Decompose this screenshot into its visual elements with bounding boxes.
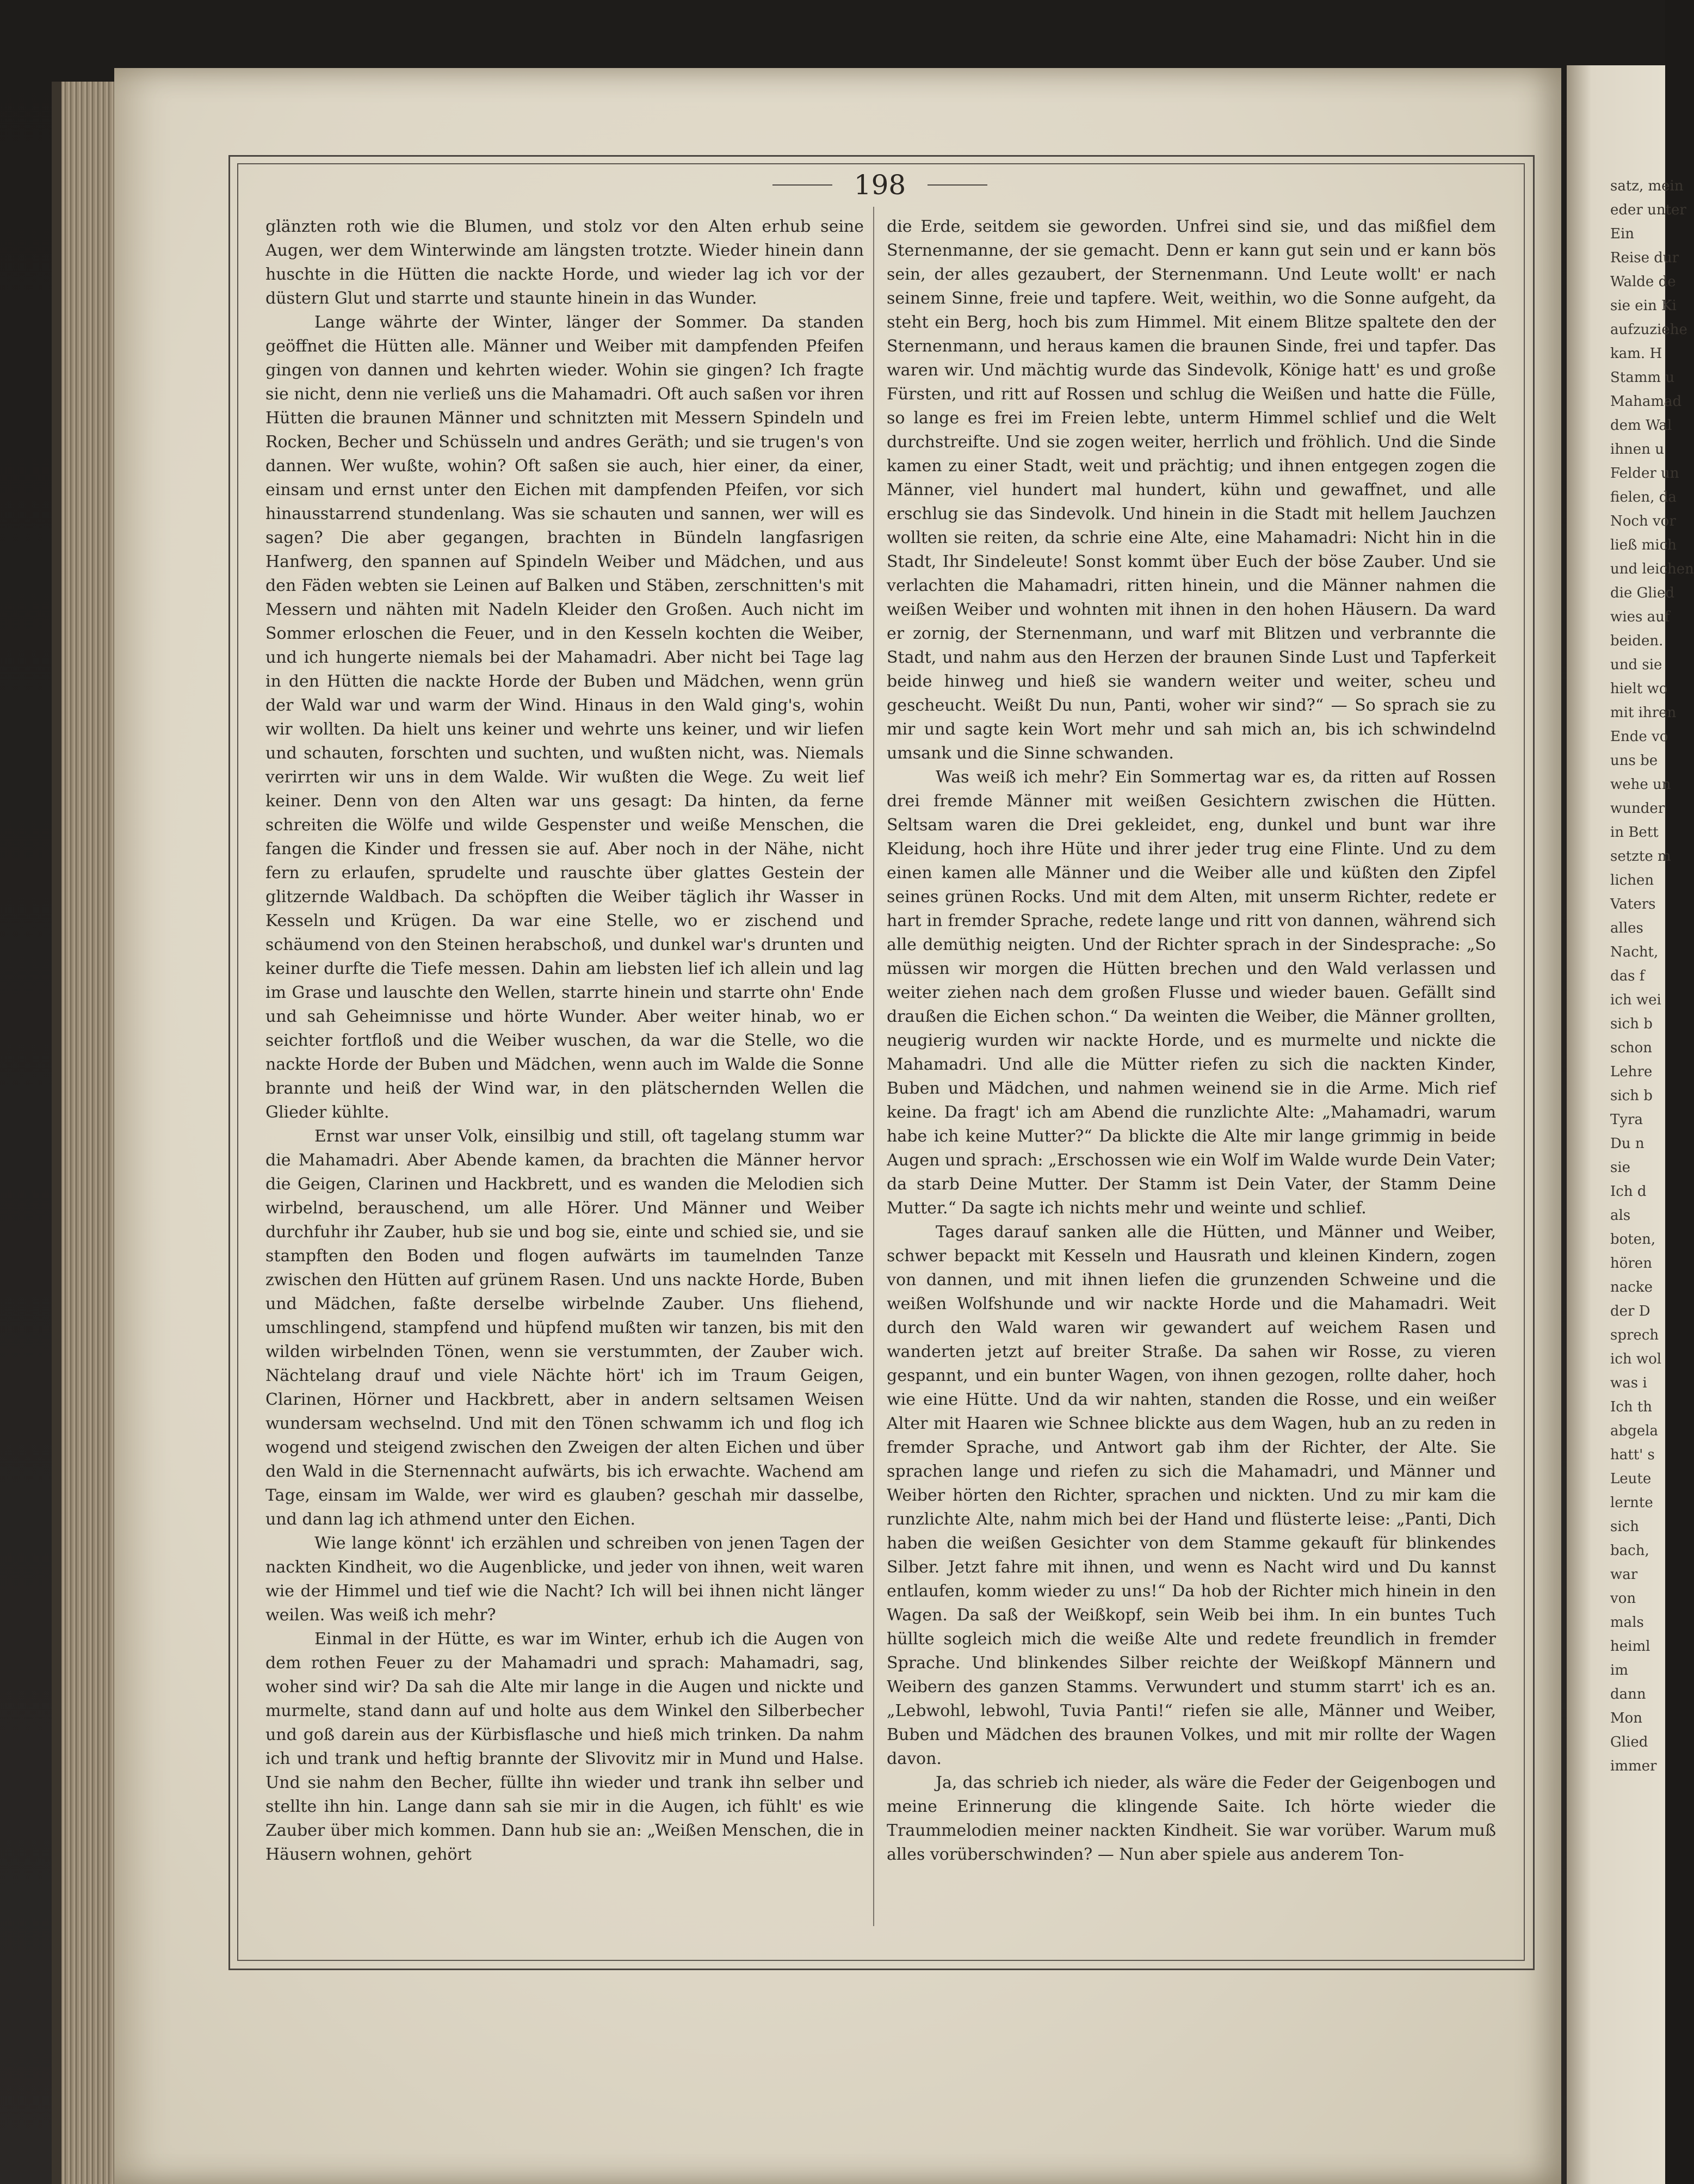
right-page-line: sprech (1610, 1327, 1659, 1343)
page-header (237, 166, 1523, 204)
right-page-line: von (1610, 1590, 1636, 1607)
right-page-line: dann (1610, 1686, 1646, 1702)
right-page-line: sich b (1610, 1088, 1653, 1104)
right-page-line: nacke (1610, 1279, 1653, 1295)
column-divider (873, 207, 874, 1926)
right-page-line: sie (1610, 1159, 1631, 1176)
right-page-line: hatt' s (1610, 1447, 1655, 1463)
right-page-line: kam. H (1610, 346, 1662, 362)
right-page-line: und sie (1610, 657, 1662, 673)
right-page-line: Reise dur (1610, 250, 1679, 266)
right-page-line: satz, mein (1610, 178, 1684, 194)
right-page-line: Ein (1610, 226, 1635, 242)
paragraph: Was weiß ich mehr? Ein Sommertag war es, da ritten auf Rossen drei fremde Männer mit weißen Gesichtern zwischen die Hütten. Seltsam waren die Drei gekleidet, eng, dunkel und bunt war ihre Kleidung, hoch ihre Hüte und ihrer jeder trug eine Flinte. Und zu dem einen kamen alle Männer und die Weiber alle und küßten den Zipfel seines grünen Rocks. Und mit dem Alten, mit unserm Richter, redete er hart in fremder Sprache, redete lange und ritt von dannen, während sich alle demüthig neigten. Und der Richter sprach in der Sindesprache: „So müssen wir morgen die Hütten brechen und den Wald verlassen und weiter ziehen nach dem großen Flusse und wieder bauen. Gefällt sind draußen die Eichen schon.“ Da weinten die Weiber, die Männer grollten, neugierig wurden wir nackte Horde, und es murmelte und nickte die Mahamadri. Und alle die Mütter riefen zu sich die nackten Kinder, Buben und Mädchen, und nahmen weinend sie in die Arme. Mich rief keine. Da fragt' ich am Abend die runzlichte Alte: „Mahamadri, warum habe ich keine Mutter?“ Da blickte die Alte mir lange grimmig in beide Augen und sprach: „Erschossen wie ein Wolf im Walde wurde Dein Vater; da starb Deine Mutter. Der Stamm ist Dein Vater, der Stamm Deine Mutter.“ Da sagte ich nichts mehr und weinte und schlief. (887, 768, 1496, 1218)
right-page-line: immer (1610, 1758, 1657, 1774)
text-column-left (265, 215, 864, 1945)
right-page-line: sich (1610, 1519, 1639, 1535)
right-page-line: alles (1610, 920, 1643, 936)
right-page-line: mals (1610, 1614, 1644, 1631)
right-page-line: war (1610, 1566, 1638, 1583)
right-page-line: was i (1610, 1375, 1647, 1391)
right-page-line: die Glied (1610, 585, 1675, 601)
right-page-line: Tyra (1610, 1112, 1643, 1128)
right-page-line: in Bett (1610, 824, 1659, 841)
right-page-line: Ende vo (1610, 729, 1668, 745)
right-page-line: wehe un (1610, 776, 1671, 793)
right-page-line: sich b (1610, 1016, 1653, 1032)
right-page-line: boten, (1610, 1231, 1656, 1248)
right-page-line: eder unter (1610, 202, 1686, 218)
right-page-line: lernte (1610, 1495, 1653, 1511)
right-page-line: ich wei (1610, 992, 1661, 1008)
right-page-line: sie ein Ki (1610, 298, 1677, 314)
paragraph: die Erde, seitdem sie geworden. Unfrei sind sie, und das mißfiel dem Sternenmanne, der sie gemacht. Denn er kann gut sein und er kann bös sein, der alles gezaubert, der Sternenmann. Und Leute wollt' er nach seinem Sinne, freie und tapfere. Weit, weithin, wo die Sonne aufgeht, da steht ein Berg, hoch bis zum Himmel. Mit einem Blitze spaltete den der Sternenmann, und heraus kamen die braunen Sinde, frei und tapfer. Das waren wir. Und mächtig wurde das Sindevolk, Könige hatt' es und große Fürsten, und ritt auf Rossen und schlug die Weißen und hatte die Fülle, so lange es frei im Freien lebte, unterm Himmel schlief und die Welt durchstreifte. Und sie zogen weiter, herrlich und fröhlich. Und die Sinde kamen zu einer Stadt, weit und prächtig; und ihnen entgegen zogen die Männer, viel hundert mal hundert, kühn und gewaffnet, und alle erschlug sie das Sindevolk. Und hinein in die Stadt mit hellem Jauchzen wollten sie reiten, da schrie eine Alte, eine Mahamadri: Nicht hin in die Stadt, Ihr Sindeleute! Sonst kommt über Euch der böse Zauber. Und sie verlachten die Mahamadri, ritten hinein, und die Männer nahmen die weißen Weiber und wohnten mit ihnen in den hohen Häusern. Da ward er zornig, der Sternenmann, und warf mit Blitzen und verbrannte die Stadt, und nahm aus den Herzen der braunen Sinde Lust und Tapferkeit beide hinweg und hieß sie wandern weiter und weiter, scheu und gescheucht. Weißt Du nun, Panti, woher wir sind?“ — So sprach sie zu mir und sagte kein Wort mehr und sah mich an, bis ich schwindelnd umsank und die Sinne schwanden. (887, 217, 1496, 763)
right-page-line: schon (1610, 1040, 1653, 1056)
right-page-line: Vaters (1610, 896, 1656, 912)
paragraph: Lange währte der Winter, länger der Sommer. Da standen geöffnet die Hütten alle. Männer und Weiber mit dampfenden Pfeifen gingen von dannen und kehrten wieder. Wohin sie gingen? Ich fragte sie nicht, denn nie verließ uns die Mahamadri. Oft auch saßen vor ihren Hütten die braunen Männer und schnitzten mit Messern Spindeln und Rocken, Becher und Schüsseln und andres Geräth; und sie trugen's von dannen. Wer wußte, wohin? Oft saßen sie auch, hier einer, da einer, einsam und ernst unter den Eichen mit dampfenden Pfeifen, vor sich hinausstarrend stundenlang. Was sie schauten und sannen, wer will es sagen? Die aber gegangen, brachten in Bündeln langfasrigen Hanfwerg, den spannen auf Spindeln Weiber und Mädchen, und aus den Fäden webten sie Leinen auf Balken und Stäben, zerschnitten's mit Messern und nähten mit Nadeln Kleider den Großen. Auch nicht im Sommer erloschen die Feuer, und in den Kesseln kochten die Weiber, und ich hungerte niemals bei der Mahamadri. Aber nicht bei Tage lag in den Hütten die nackte Horde der Buben und Mädchen, wenn grün der Wald war und warm der Wind. Hinaus in den Wald ging's, wohin wir wollten. Da hielt uns keiner und wehrte uns keiner, und wir liefen und schauten, forschten und suchten, und wußten nicht, was. Niemals verirrten wir uns in dem Walde. Wir wußten die Wege. Zu weit lief keiner. Denn von den Alten war uns gesagt: Da hinten, da ferne schreiten die Wölfe und wilde Gespenster und weiße Menschen, die fangen die Kinder und fressen sie auf. Aber noch in der Nähe, nicht fern zu erlaufen, sprudelte und rauschte über glattes Gestein der glitzernde Waldbach. Da schöpften die Weiber täglich ihr Wasser in Kesseln und Krügen. Da war eine Stelle, wo er zischend und schäumend von den Steinen herabschoß, und dunkel war's drunten und keiner durfte die Tiefe messen. Dahin am liebsten lief ich allein und lag im Grase und lauschte den Wellen, starrte hinein und starrte ohn' Ende und sah Geheimnisse und hörte Wunder. Aber weiter hinab, wo er seichter fortfloß und die Weiber wuschen, da war die Stelle, wo die nackte Horde der Buben und Mädchen, wenn auch im Walde die Sonne brannte und heiß der Wind war, in den plätschernden Wellen die Glieder kühlte. (265, 313, 864, 1122)
right-page-line: abgela (1610, 1423, 1658, 1439)
right-page-line: das f (1610, 968, 1645, 984)
paragraph: Wie lange könnt' ich erzählen und schreiben von jenen Tagen der nackten Kindheit, wo die Augenblicke, und jeder von ihnen, weit waren wie der Himmel und tief wie die Nacht? Ich will bei ihnen nicht länger weilen. Was weiß ich mehr? (265, 1534, 864, 1625)
right-page-line: Felder un (1610, 465, 1679, 482)
right-page-line: Walde de (1610, 274, 1676, 290)
right-page-line: hielt wo (1610, 681, 1668, 697)
right-page-line: Ich th (1610, 1399, 1653, 1415)
text-column-right (887, 215, 1496, 1945)
right-page-line: ließ mich (1610, 537, 1677, 553)
paragraph: Ja, das schrieb ich nieder, als wäre die Feder der Geigenbogen und meine Erinnerung die klingende Saite. Ich hörte wieder die Traummelodien meiner nackten Kindheit. Sie war vorüber. Warum muß alles vorüberschwinden? — Nun aber spiele aus anderem Ton- (887, 1773, 1496, 1864)
right-page-line: wies auf (1610, 609, 1670, 625)
right-page-line: aufzuziehe (1610, 322, 1687, 338)
right-page-line: Nacht, (1610, 944, 1659, 960)
paragraph: glänzten roth wie die Blumen, und stolz vor den Alten erhub seine Augen, wer dem Winterwinde am längsten trotzte. Wieder hinein dann huschte in die Hütten die nackte Horde, und wieder lag ich vor der düstern Glut und starrte und staunte hinein in das Wunder. (265, 217, 864, 308)
right-page-line: ich wol (1610, 1351, 1662, 1367)
right-page-line: setzte m (1610, 848, 1671, 865)
right-page-line: Mon (1610, 1710, 1643, 1726)
right-page-line: ihnen u (1610, 441, 1664, 458)
right-page-line: dem Wal (1610, 417, 1672, 434)
right-page-line: beiden. (1610, 633, 1664, 649)
right-page-line: und leichen (1610, 561, 1694, 577)
right-page-line: im (1610, 1662, 1628, 1679)
paragraph: Einmal in der Hütte, es war im Winter, erhub ich die Augen von dem rothen Feuer zu der Mahamadri und sprach: Mahamadri, sag, woher sind wir? Da sah die Alte mir lange in die Augen und nickte und murmelte, stand dann auf und holte aus dem Winkel den Silberbecher und goß darein aus der Kürbisflasche und hieß mich trinken. Da nahm ich und trank und heftig brannte der Slivovitz mir in Mund und Halse. Und sie nahm den Becher, füllte ihn wieder und trank ihn selber und stellte ihn hin. Lange dann sah sie mir in die Augen, ich fühlt' es wie Zauber über mich kommen. Dann hub sie an: „Weißen Menschen, die in Häusern wohnen, gehört (265, 1630, 864, 1864)
right-page-line: mit ihren (1610, 705, 1677, 721)
right-page-line: uns be (1610, 752, 1658, 769)
right-page-line: fielen, da (1610, 489, 1677, 505)
right-page-line: heiml (1610, 1638, 1650, 1655)
right-page-line: hören (1610, 1255, 1652, 1272)
right-page-line: als (1610, 1207, 1631, 1224)
right-page-line: Du n (1610, 1136, 1644, 1152)
right-page-line: der D (1610, 1303, 1650, 1319)
right-page-line: bach, (1610, 1543, 1649, 1559)
right-page-line: Stamm u (1610, 369, 1675, 386)
right-page-line: Lehre (1610, 1064, 1653, 1080)
right-page-line: lichen (1610, 872, 1654, 889)
paragraph: Ernst war unser Volk, einsilbig und still, oft tagelang stumm war die Mahamadri. Aber Abende kamen, da brachten die Männer hervor die Geigen, Clarinen und Hackbrett, und es wanden die Melodien sich wirbelnd, berauschend, um alle Hörer. Und Männer und Weiber durchfuhr ihr Zauber, hub sie und bog sie, einte und schied sie, und sie stampften den Boden und flogen aufwärts im taumelnden Tanze zwischen den Hütten auf grünem Rasen. Und uns nackte Horde, Buben und Mädchen, faßte derselbe wirbelnde Zauber. Uns fliehend, umschlingend, stampfend und hüpfend mußten wir tanzen, bis mit den wilden wirbelnden Tönen, wenn sie verstummten, der Zauber wich. Nächtelang drauf und viele Nächte hört' ich im Traum Geigen, Clarinen, Hörner und Hackbrett, aber in andern seltsamen Weisen wundersam wechselnd. Und mit den Tönen schwamm ich und flog ich wogend und steigend zwischen den Zweigen der alten Eichen und über den Wald in die Sternennacht aufwärts, bis ich erwachte. Wachend am Tage, einsam im Walde, wer wird es glauben? geschah mir dasselbe, und dann lag ich athmend unter den Eichen. (265, 1127, 864, 1529)
right-page-line: wunder (1610, 800, 1665, 817)
header-rule-left (772, 184, 832, 186)
right-page-text-fragments (1610, 174, 1694, 1778)
right-page-line: Leute (1610, 1471, 1652, 1487)
paragraph: Tages darauf sanken alle die Hütten, und Männer und Weiber, schwer bepackt mit Kesseln und Hausrath und kleinen Kindern, zogen von dannen, und mit ihnen liefen die grunzenden Schweine und die weißen Wolfshunde und wir nackte Horde und die Mahamadri. Weit durch den Wald waren wir gewandert auf weichem Rasen und wanderten jetzt auf breiter Straße. Da sahen wir Rosse, zu vieren gespannt, und ein bunter Wagen, von ihnen gezogen, rollte daher, hoch wie eine Hütte. Und da wir nahten, standen die Rosse, und ein weißer Alter mit Haaren wie Schnee blickte aus dem Wagen, hub an zu reden in fremder Sprache, und Antwort gab ihm der Richter, der Alte. Sie sprachen lange und riefen zu sich die Mahamadri, und Männer und Weiber hörten den Richter, sprachen und nickten. Und zu mir kam die runzlichte Alte, nahm mich bei der Hand und flüsterte leise: „Panti, Dich haben die weißen Gesichter von dem Stamme gekauft für blinkendes Silber. Jetzt fahre mit ihnen, und wenn es Nacht wird und Du kannst entlaufen, komm wieder zu uns!“ Da hob der Richter mich hinein in den Wagen. Da saß der Weißkopf, sein Weib bei ihm. In ein buntes Tuch hüllte sogleich mich die weiße Alte und redete freundlich in fremder Sprache. Und blinkendes Silber reichte der Weißkopf Männern und Weibern des ganzen Stamms. Verwundert und stumm starrt' ich es an. „Lebwohl, lebwohl, Tuvia Panti!“ riefen sie alle, Männer und Weiber, Buben und Mädchen des braunen Volkes, und mit mir rollte der Wagen davon. (887, 1223, 1496, 1768)
right-page-line: Mahamad (1610, 393, 1682, 410)
right-page-line: Noch vor (1610, 513, 1676, 529)
right-page-line: Ich d (1610, 1183, 1647, 1200)
header-rule-right (928, 184, 987, 186)
page-number: 198 (854, 169, 906, 201)
right-page-line: Glied (1610, 1734, 1648, 1750)
